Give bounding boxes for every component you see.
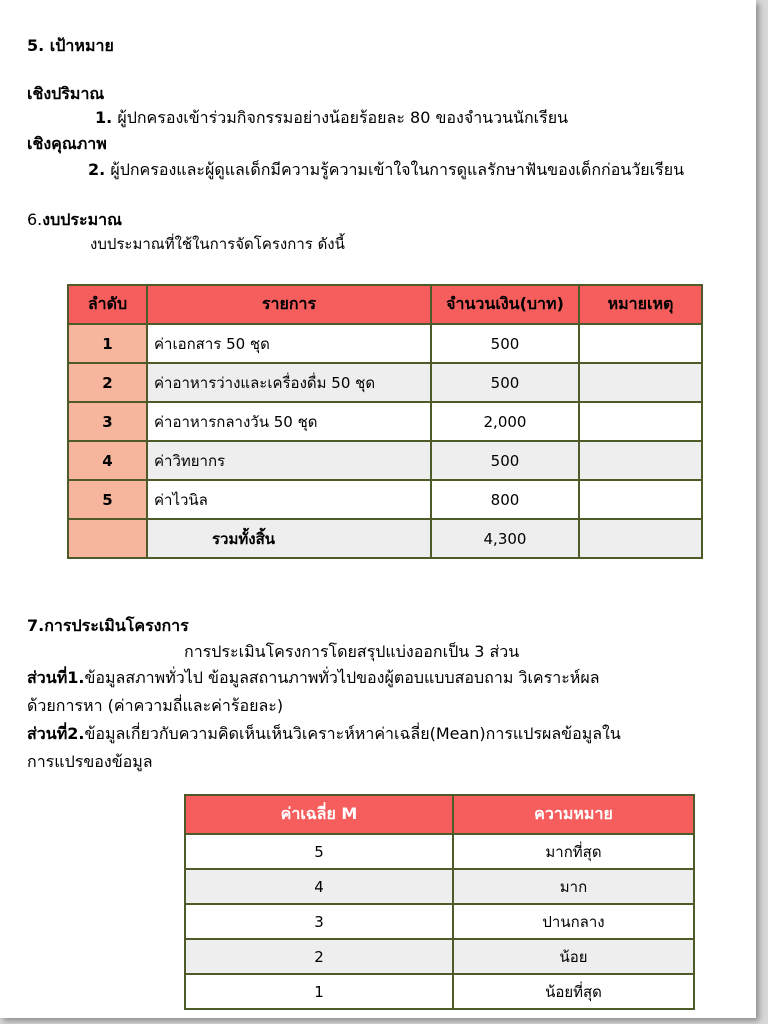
qualitative-goal: [88, 160, 684, 180]
part2-line1: [27, 724, 621, 744]
total-row: [68, 519, 702, 558]
part1-text: ข้อมูลสภาพทั่วไป ข้อมูลสถานภาพทั่วไปของผู้ตอบแบบสอบถาม วิเคราะห์ผล: [84, 668, 600, 687]
column-header: หมายเหตุ: [579, 285, 702, 324]
table-row: [185, 904, 694, 939]
quantitative-title: เชิงปริมาณ: [27, 84, 105, 103]
budget-table: [67, 284, 703, 559]
goal-number: 2.: [88, 160, 106, 179]
row-item: ค่าไวนิล: [147, 480, 431, 519]
budget-header-row: [68, 285, 702, 324]
row-note: [579, 519, 702, 558]
row-number: 4: [68, 441, 147, 480]
row-number: 3: [68, 402, 147, 441]
mean-meaning: มากที่สุด: [453, 834, 694, 869]
table-row: [185, 974, 694, 1009]
row-number: [68, 519, 147, 558]
part2-line2: การแปรของข้อมูล: [27, 752, 153, 771]
section7-heading: 7.การประเมินโครงการ: [27, 616, 189, 635]
mean-value: 4: [185, 869, 453, 904]
row-amount: 800: [431, 480, 579, 519]
table-row: [185, 939, 694, 974]
mean-value: 5: [185, 834, 453, 869]
part1-label: ส่วนที่1.: [27, 668, 85, 687]
part1-line2: ด้วยการหา (ค่าความถี่และค่าร้อยละ): [27, 696, 284, 715]
goal-text: ผู้ปกครองและผู้ดูแลเด็กมีความรู้ความเข้าใจในการดูแลรักษาฟันของเด็กก่อนวัยเรียน: [110, 160, 685, 179]
goal-number: 1.: [95, 108, 113, 127]
row-note: [579, 441, 702, 480]
mean-value: 3: [185, 904, 453, 939]
column-header: ค่าเฉลี่ย M: [185, 795, 453, 834]
section6-title: งบประมาณ: [42, 210, 122, 229]
mean-table: [184, 794, 695, 1010]
mean-meaning: น้อยที่สุด: [453, 974, 694, 1009]
quantitative-goal: [95, 108, 568, 128]
table-row: [185, 869, 694, 904]
mean-value: 1: [185, 974, 453, 1009]
section5-heading: 5. เป้าหมาย: [27, 36, 114, 55]
column-header: ลำดับ: [68, 285, 147, 324]
mean-header-row: [185, 795, 694, 834]
total-label: รวมทั้งสิ้น: [147, 519, 431, 558]
column-header: ความหมาย: [453, 795, 694, 834]
section7-intro: การประเมินโครงการโดยสรุปแบ่งออกเป็น 3 ส่วน: [184, 642, 520, 661]
table-row: [68, 324, 702, 363]
table-row: [185, 834, 694, 869]
section6-number: 6.: [27, 210, 43, 229]
row-number: 5: [68, 480, 147, 519]
table-row: [68, 363, 702, 402]
qualitative-title: เชิงคุณภาพ: [27, 134, 107, 153]
row-note: [579, 324, 702, 363]
goal-text: ผู้ปกครองเข้าร่วมกิจกรรมอย่างน้อยร้อยละ 80 ของจำนวนนักเรียน: [117, 108, 569, 127]
row-item: ค่าอาหารว่างและเครื่องดื่ม 50 ชุด: [147, 363, 431, 402]
table-row: [68, 441, 702, 480]
row-item: ค่าวิทยากร: [147, 441, 431, 480]
row-note: [579, 480, 702, 519]
row-number: 1: [68, 324, 147, 363]
table-row: [68, 480, 702, 519]
column-header: จำนวนเงิน(บาท): [431, 285, 579, 324]
row-amount: 500: [431, 441, 579, 480]
row-item: ค่าเอกสาร 50 ชุด: [147, 324, 431, 363]
column-header: รายการ: [147, 285, 431, 324]
row-item: ค่าอาหารกลางวัน 50 ชุด: [147, 402, 431, 441]
mean-meaning: มาก: [453, 869, 694, 904]
mean-meaning: น้อย: [453, 939, 694, 974]
row-note: [579, 363, 702, 402]
part1-line1: [27, 668, 600, 688]
mean-value: 2: [185, 939, 453, 974]
section6-heading: [27, 210, 122, 230]
row-amount: 500: [431, 324, 579, 363]
section6-intro: งบประมาณที่ใช้ในการจัดโครงการ ดังนี้: [90, 235, 345, 253]
row-note: [579, 402, 702, 441]
row-number: 2: [68, 363, 147, 402]
total-amount: 4,300: [431, 519, 579, 558]
part2-label: ส่วนที่2.: [27, 724, 85, 743]
row-amount: 500: [431, 363, 579, 402]
part2-text: ข้อมูลเกี่ยวกับความคิดเห็นเห็นวิเคราะห์หาค่าเฉลี่ย(Mean)การแปรผลข้อมูลใน: [84, 724, 621, 743]
mean-meaning: ปานกลาง: [453, 904, 694, 939]
row-amount: 2,000: [431, 402, 579, 441]
table-row: [68, 402, 702, 441]
